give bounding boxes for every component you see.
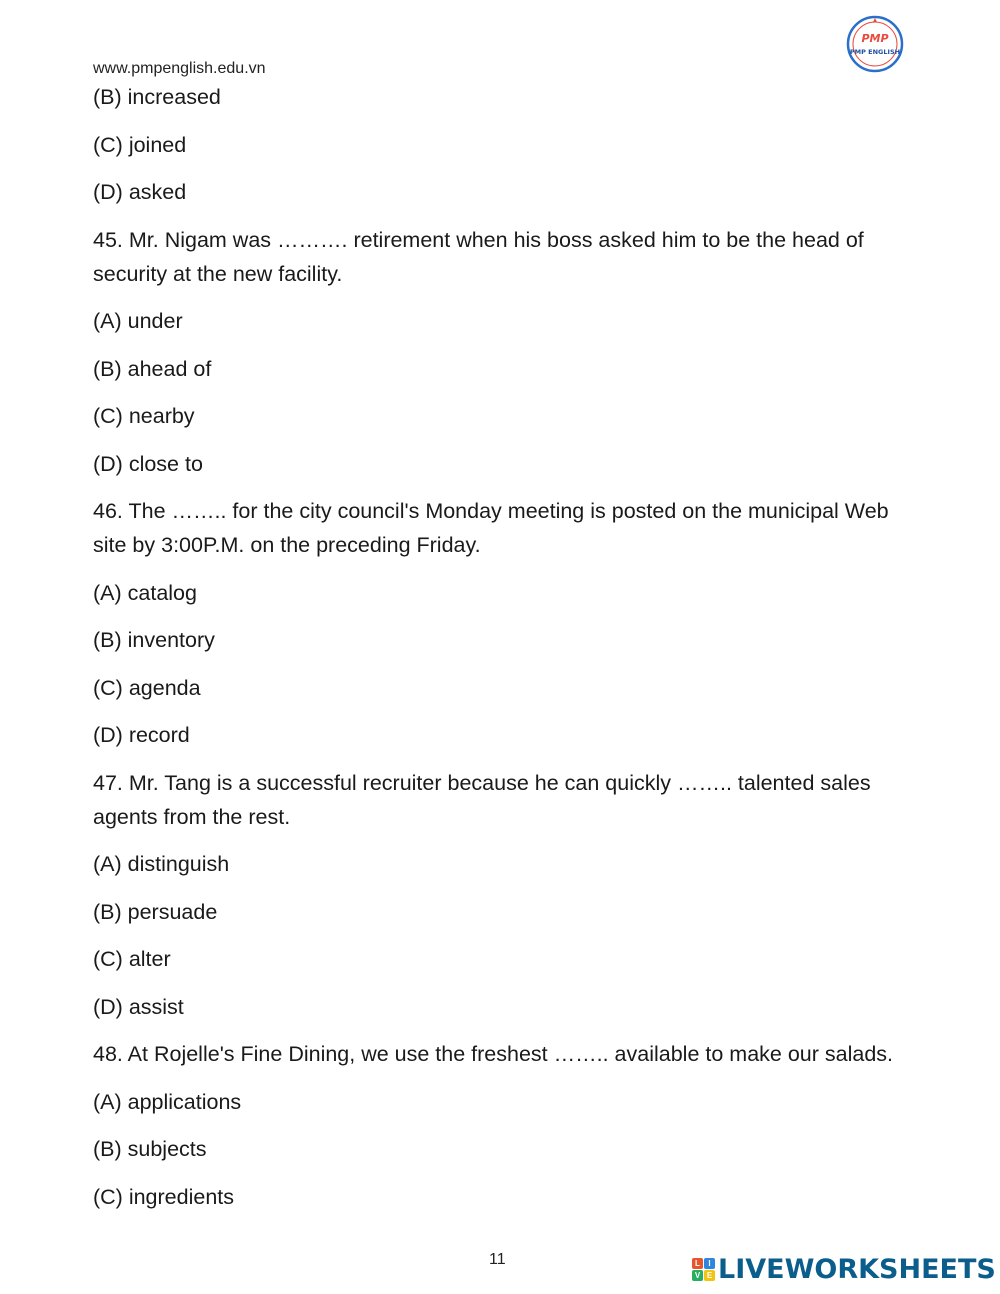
liveworksheets-logo-icon: L I V E bbox=[692, 1258, 715, 1281]
answer-option: (A) catalog bbox=[93, 580, 197, 605]
answer-option: (A) applications bbox=[93, 1089, 242, 1114]
question-text: 46. The …….. for the city council's Monday meeting is posted on the municipal Web site by 3:00P.M. on the preceding Friday. bbox=[93, 499, 889, 557]
question-text: 48. At Rojelle's Fine Dining, we use the freshest …….. available to make our salads. bbox=[93, 1042, 894, 1066]
logo-text: PMP ENGLISH bbox=[849, 48, 901, 56]
answer-option: (C) alter bbox=[93, 947, 171, 971]
answer-option: (D) asked bbox=[93, 180, 187, 204]
question-text: 47. Mr. Tang is a successful recruiter because he can quickly …….. talented sales agents from the rest. bbox=[93, 770, 871, 829]
answer-option: (C) nearby bbox=[93, 404, 195, 428]
liveworksheets-wordmark: LIVEWORKSHEETS bbox=[718, 1253, 996, 1285]
site-url: www.pmpenglish.edu.vn bbox=[93, 60, 266, 77]
answer-option: (A) under bbox=[93, 309, 183, 333]
pmp-english-logo bbox=[843, 14, 907, 74]
answer-option: (B) ahead of bbox=[93, 356, 212, 381]
answer-option: (C) joined bbox=[93, 132, 187, 157]
document-body bbox=[93, 80, 908, 1227]
pmp-english-logo-icon bbox=[843, 14, 907, 74]
svg-text:PMP: PMP bbox=[861, 32, 889, 45]
answer-option: (D) close to bbox=[93, 451, 203, 476]
answer-option: (B) inventory bbox=[93, 628, 215, 652]
answer-option: (A) distinguish bbox=[93, 852, 230, 876]
answer-option: (D) record bbox=[93, 723, 190, 747]
answer-option: (D) assist bbox=[93, 994, 184, 1019]
answer-option: (B) subjects bbox=[93, 1137, 207, 1161]
answer-option: (C) agenda bbox=[93, 675, 201, 700]
page-number: 11 bbox=[489, 1251, 506, 1268]
answer-option: (C) ingredients bbox=[93, 1184, 234, 1209]
answer-option: (B) persuade bbox=[93, 899, 218, 924]
answer-option: (B) increased bbox=[93, 85, 221, 109]
question-text: 45. Mr. Nigam was ………. retirement when his boss asked him to be the head of security at the new facility. bbox=[93, 227, 864, 286]
liveworksheets-brand bbox=[692, 1252, 996, 1286]
